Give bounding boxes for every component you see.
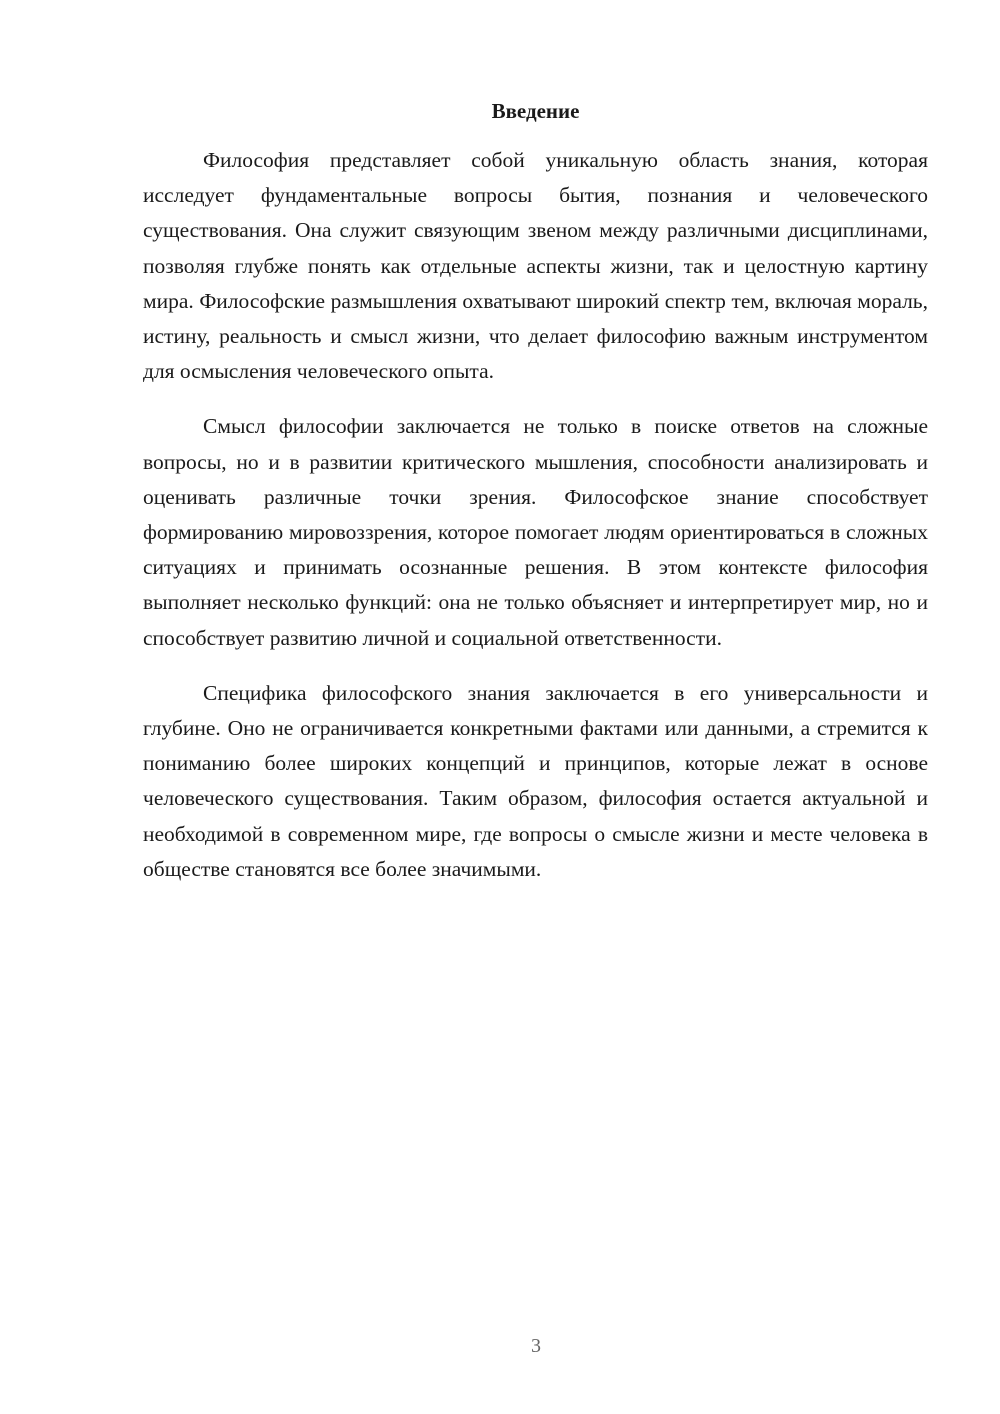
section-title: Введение [491,99,580,123]
paragraph-2: Смысл философии заключается не только в поиске ответов на сложные вопросы, но и в развитии критического мышления, способности анализировать и оценивать различные точки зрения. Философское знание способствует формированию мировоззрения, которое помогает людям ориентироваться в сложных ситуациях и принимать осознанные решения. В этом контексте философия выполняет несколько функций: она не только объясняет и интерпретирует мир, но и способствует развитию личной и социальной ответственности. [143,414,928,650]
body-text [143,143,928,887]
page-number: 3 [531,1335,541,1357]
paragraph-1: Философия представляет собой уникальную область знания, которая исследует фундаментальные вопросы бытия, познания и человеческого существования. Она служит связующим звеном между различными дисциплинами, позволяя глубже понять как отдельные аспекты жизни, так и целостную картину мира. Философские размышления охватывают широкий спектр тем, включая мораль, истину, реальность и смысл жизни, что делает философию важным инструментом для осмысления человеческого опыта. [143,148,928,384]
paragraph-3: Специфика философского знания заключается в его универсальности и глубине. Оно не ограничивается конкретными фактами или данными, а стремится к пониманию более широких концепций и принципов, которые лежат в основе человеческого существования. Таким образом, философия остается актуальной и необходимой в современном мире, где вопросы о смысле жизни и месте человека в обществе становятся все более значимыми. [143,680,928,881]
